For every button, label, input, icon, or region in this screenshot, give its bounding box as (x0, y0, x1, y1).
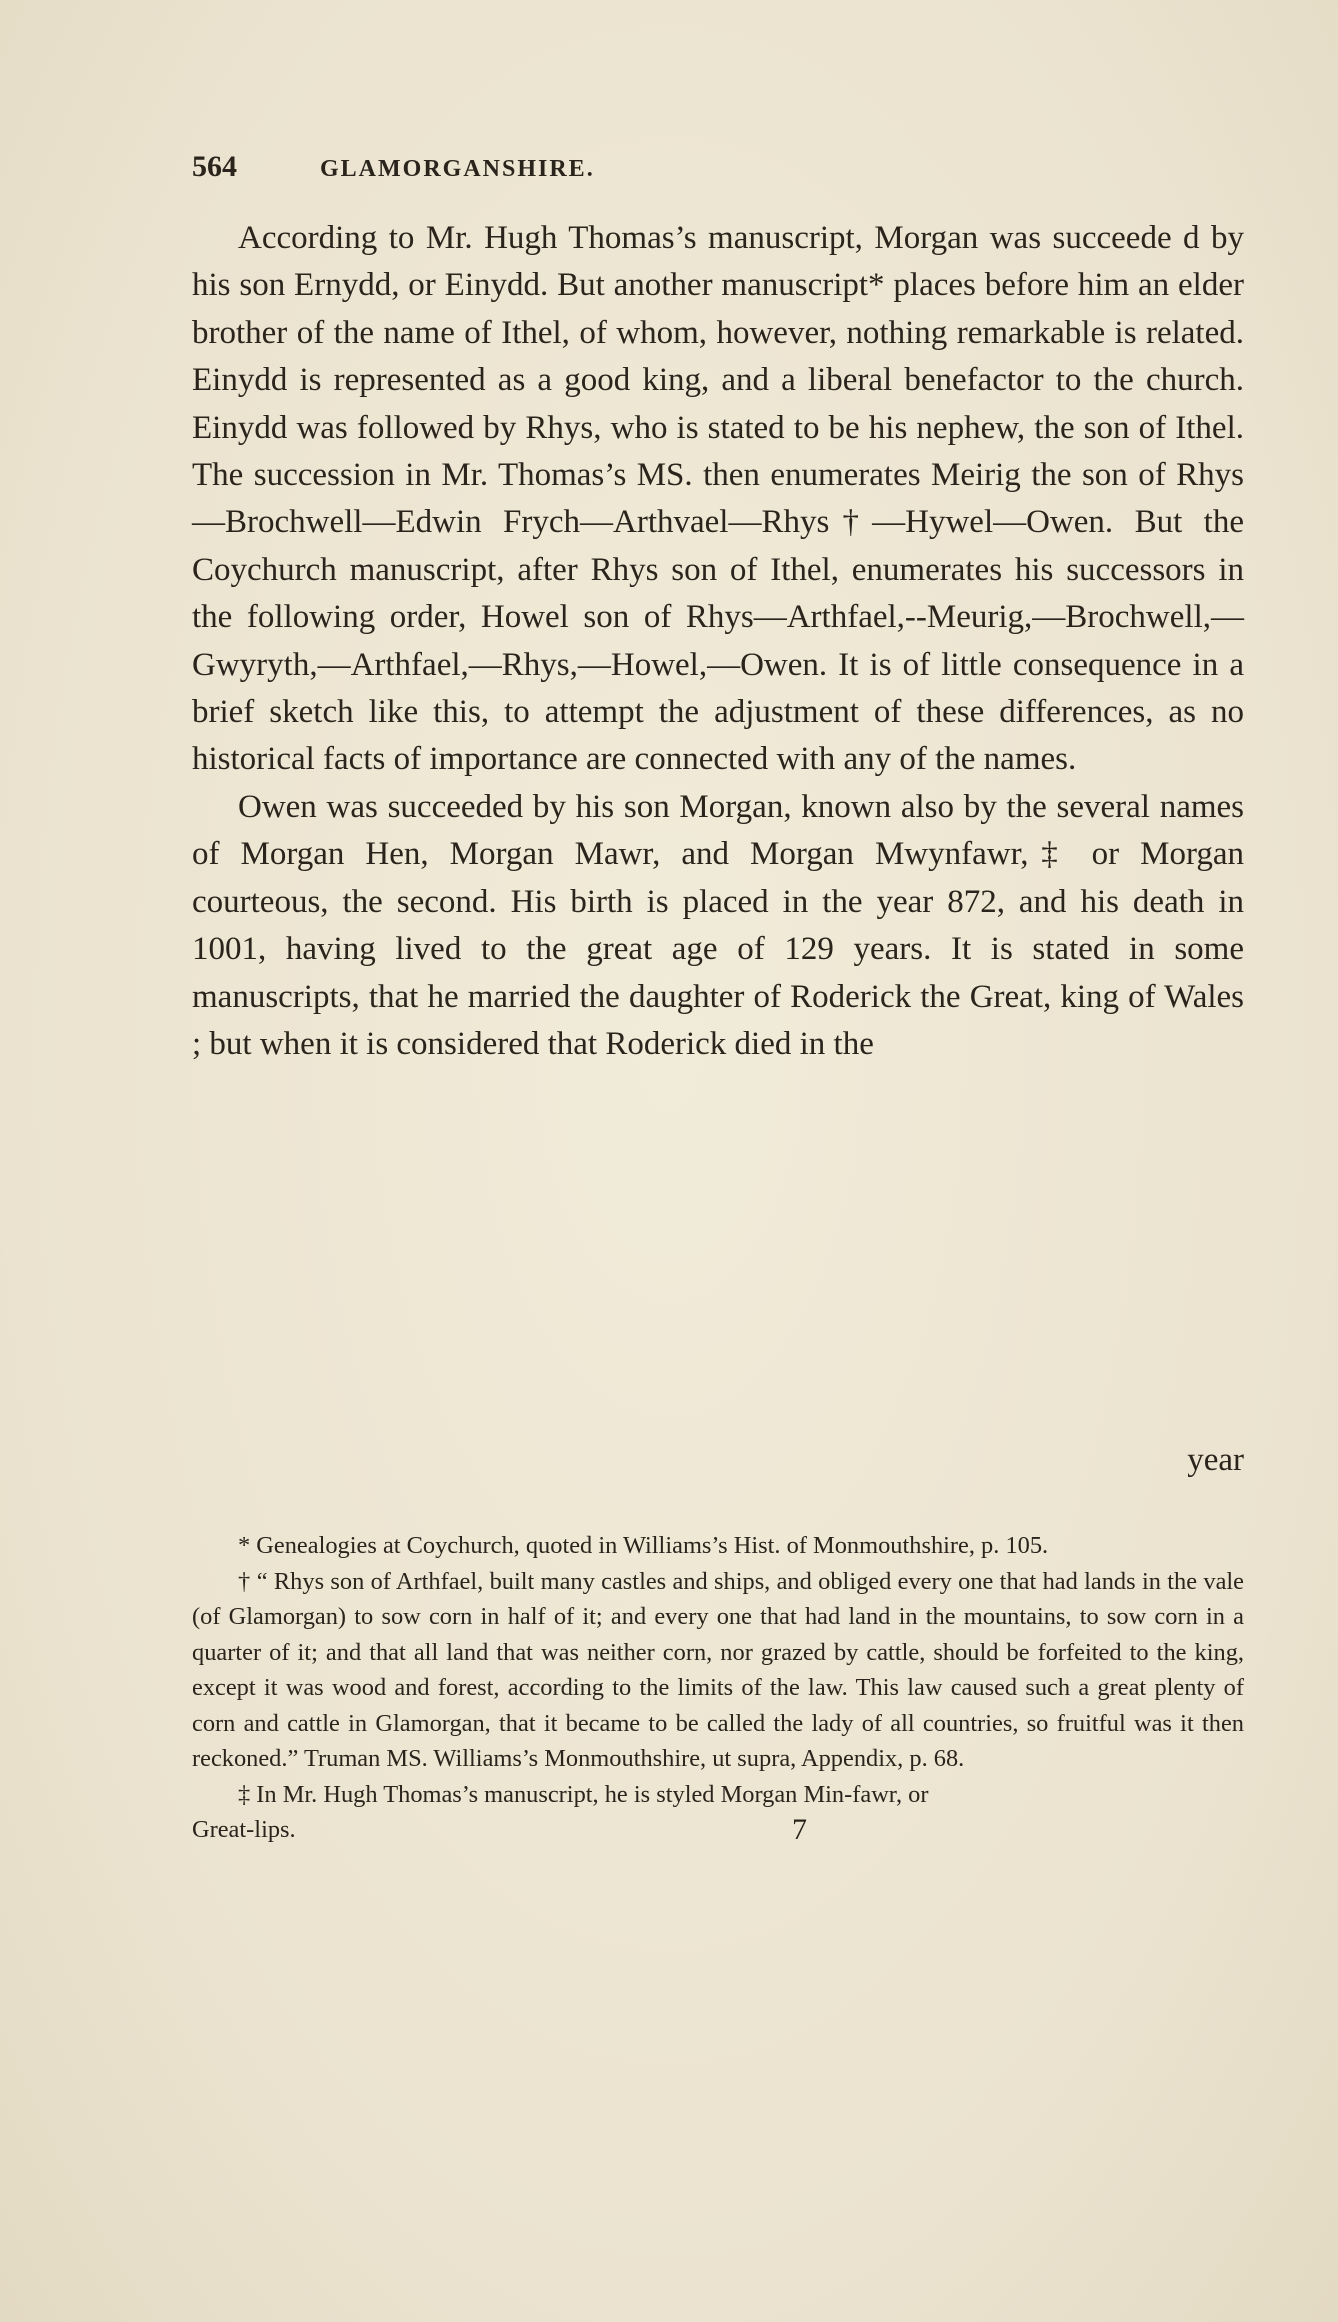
signature-mark: 7 (792, 1813, 807, 1846)
footnote-2: † “ Rhys son of Arthfael, built many castles and ships, and obliged every one that had lands in the vale (of Glamorgan) to sow corn in half of it; and every one that had land in the mountains, to sow corn in a quarter of it; and that all land that was neither corn, nor grazed by cattle, should be forfeited to the king, except it was wood and forest, according to the limits of the law. This law caused such a great plenty of corn and cattle in Glamorgan, that it became to be called the lady of all countries, so fruitful was it then reckoned.” Truman MS. Williams’s Monmouthshire, ut supra, Appendix, p. 68. (192, 1567, 1244, 1772)
footnote-3-continuation (192, 1812, 1244, 1848)
main-text (192, 215, 1244, 1068)
footnote-1: * Genealogies at Coychurch, quoted in Williams’s Hist. of Monmouthshire, p. 105. (238, 1532, 1049, 1559)
paragraph-2: Owen was succeeded by his son Morgan, known also by the several names of Morgan Hen, Morgan Mawr, and Morgan Mwynfawr,‡ or Morgan courteous, the second. His birth is placed in the year 872, and his death in 1001, having lived to the great age of 129 years. It is stated in some manuscripts, that he married the daughter of Roderick the Great, king of Wales ; but when it is considered that Roderick died in the (192, 788, 1244, 1062)
page-number: 564 (192, 150, 237, 183)
catchword: year (1187, 1442, 1244, 1478)
footnote-3-end: Great-lips. (192, 1816, 296, 1843)
page-header (192, 150, 1132, 194)
paragraph-1: According to Mr. Hugh Thomas’s manuscript, Morgan was succeede d by his son Ernydd, or Einydd. But another manuscript* places before him an elder brother of the name of Ithel, of whom, however, nothing remarkable is related. Einydd is represented as a good king, and a liberal benefactor to the church. Einydd was followed by Rhys, who is stated to be his nephew, the son of Ithel. The succession in Mr. Thomas’s MS. then enumerates Meirig the son of Rhys—Brochwell—Edwin Frych—Arthvael—Rhys†—Hywel—Owen. But the Coychurch manuscript, after Rhys son of Ithel, enumerates his successors in the following order, Howel son of Rhys—Arthfael,--Meurig,—Brochwell,—Gwyryth,—Arthfael,—Rhys,—Howel,—Owen. It is of little consequence in a brief sketch like this, to attempt the adjustment of these differences, as no historical facts of importance are connected with any of the names. (192, 220, 1244, 778)
footnote-3: ‡ In Mr. Hugh Thomas’s manuscript, he is styled Morgan Min-fawr, or (238, 1780, 929, 1808)
footnotes (192, 1528, 1244, 1848)
running-head: GLAMORGANSHIRE. (320, 156, 595, 182)
